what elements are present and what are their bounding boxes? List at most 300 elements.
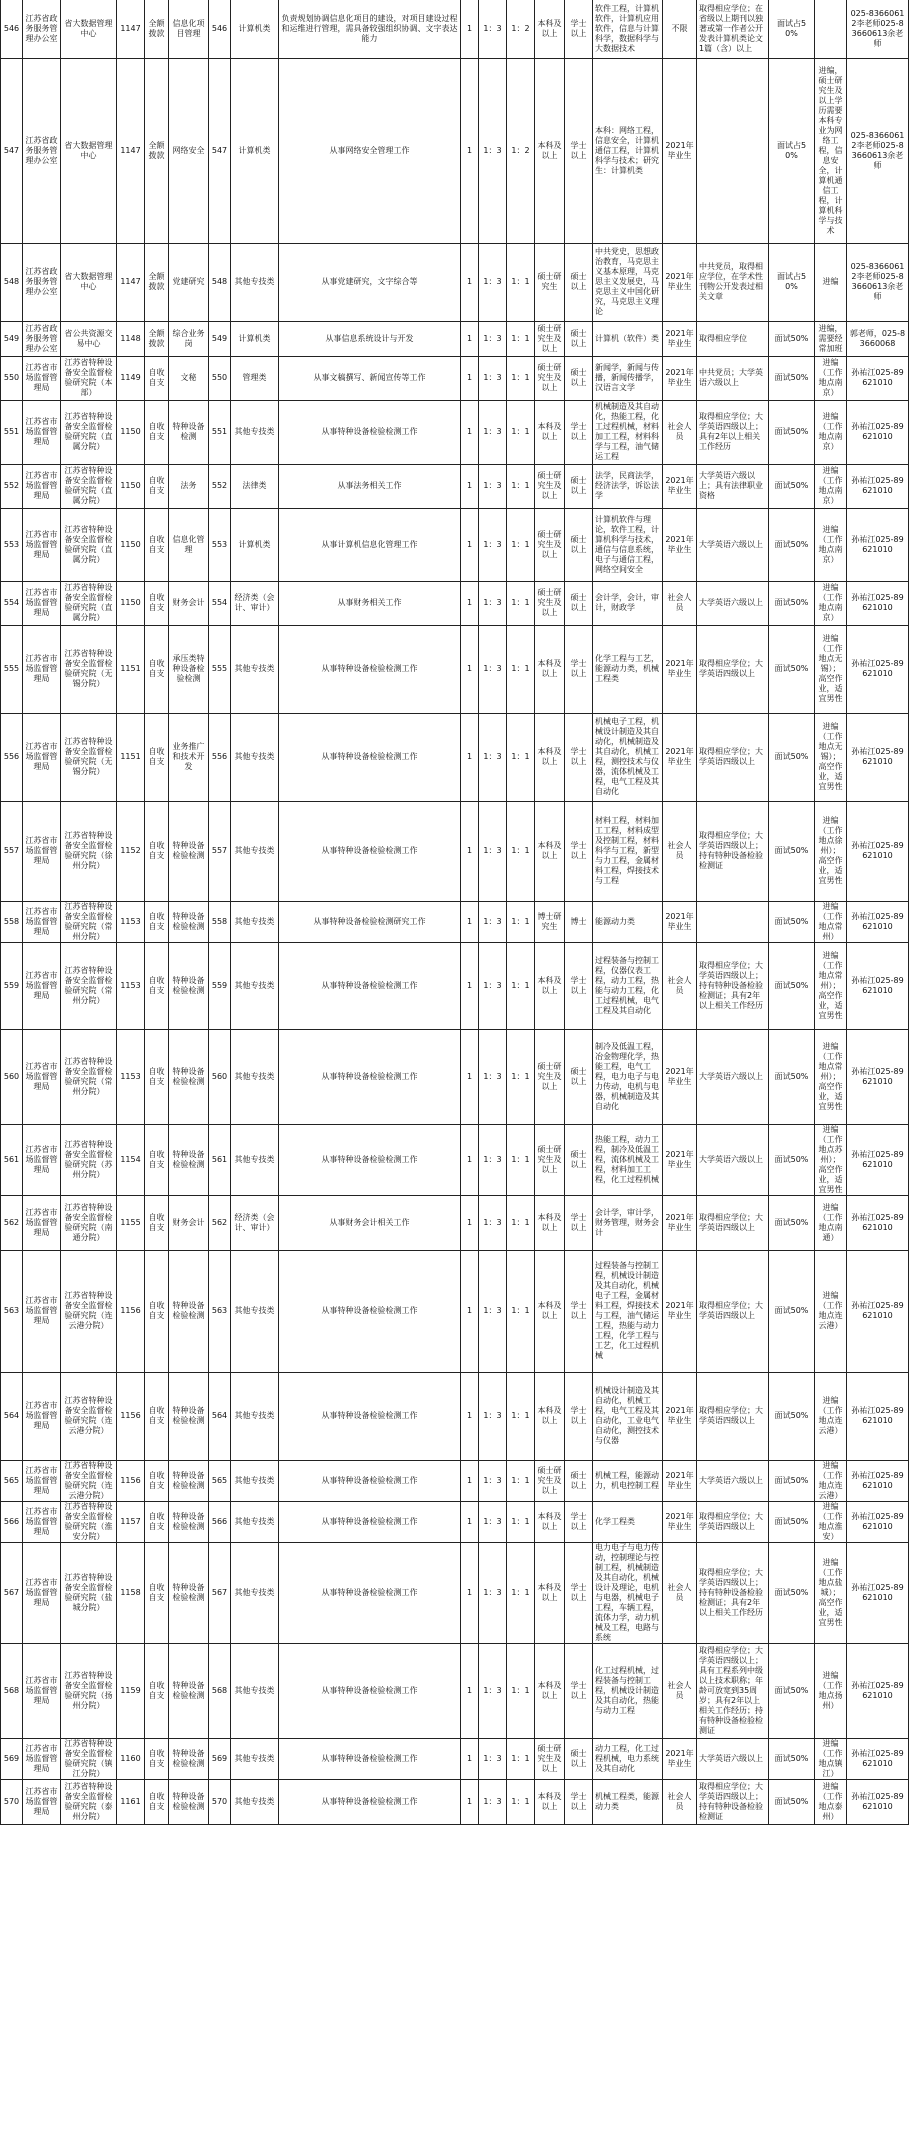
cell-ratio: 1：3: [479, 1542, 507, 1643]
cell-note: 进编，需要经常加班: [815, 321, 847, 356]
table-row: [1, 1372, 909, 1460]
cell-note: 进编（工作地点南京）: [815, 508, 847, 581]
cell-pos: 特种设备检验检测: [169, 942, 209, 1029]
cell-note: 进编（工作地点常州）；高空作业，适宜男性: [815, 942, 847, 1029]
cell-desc: 从事特种设备检验检测研究工作: [279, 901, 461, 942]
cell-no: 567: [1, 1542, 23, 1643]
cell-r2: 1：1: [507, 713, 535, 801]
cell-dept: 江苏省市场监督管理局: [23, 581, 61, 625]
cell-major: 软件工程，计算机软件，计算机应用软件，信息与计算科学，数据科学与大数据技术: [593, 0, 663, 58]
cell-pcode: 549: [209, 321, 231, 356]
cell-r2: 1：1: [507, 400, 535, 464]
cell-edu: 本科及以上: [535, 1250, 565, 1372]
cell-contact: 孙祐江025-89621010: [847, 801, 909, 901]
cell-major: 过程装备与控制工程，仪器仪表工程，动力工程，热能与动力工程，化工过程机械，电气工程及其自动化: [593, 942, 663, 1029]
cell-major: 机械设计制造及其自动化，机械工程，电气工程及其自动化，工业电气自动化，测控技术与仪器: [593, 1372, 663, 1460]
cell-major: 化工过程机械，过程装备与控制工程，机械设计制造及其自动化，热能与动力工程: [593, 1643, 663, 1738]
cell-major: 计算机（软件）类: [593, 321, 663, 356]
cell-exam: 面试占50%: [769, 58, 815, 243]
cell-unit: 省公共资源交易中心: [61, 321, 117, 356]
cell-dept: 江苏省市场监督管理局: [23, 1738, 61, 1779]
cell-ratio: 1：3: [479, 1124, 507, 1195]
cell-unit: 江苏省特种设备安全监督检验研究院（常州分院）: [61, 901, 117, 942]
cell-pcode: 568: [209, 1643, 231, 1738]
cell-contact: 孙祐江025-89621010: [847, 1542, 909, 1643]
cell-contact: 025-83660612李老师025-83660613余老师: [847, 243, 909, 321]
cell-desc: 从事特种设备检验检测工作: [279, 1501, 461, 1542]
cell-src: 不限: [663, 0, 697, 58]
cell-code: 1150: [117, 464, 145, 508]
cell-ratio: 1：3: [479, 1029, 507, 1124]
cell-pcode: 563: [209, 1250, 231, 1372]
cell-edu: 本科及以上: [535, 0, 565, 58]
cell-src: 2021年毕业生: [663, 321, 697, 356]
cell-src: 2021年毕业生: [663, 464, 697, 508]
cell-deg: 博士: [565, 901, 593, 942]
cell-desc: 从事文稿撰写、新闻宣传等工作: [279, 356, 461, 400]
cell-desc: 从事特种设备检验检测工作: [279, 625, 461, 713]
cell-r2: 1：1: [507, 243, 535, 321]
cell-edu: 硕士研究生及以上: [535, 1460, 565, 1501]
cell-major: 法学，民商法学，经济法学，诉讼法学: [593, 464, 663, 508]
cell-no: 557: [1, 801, 23, 901]
cell-contact: 孙祐江025-89621010: [847, 1029, 909, 1124]
cell-dept: 江苏省市场监督管理局: [23, 464, 61, 508]
cell-code: 1155: [117, 1195, 145, 1250]
cell-unit: 江苏省特种设备安全监督检验研究院（连云港分院）: [61, 1372, 117, 1460]
cell-note: 进编（工作地点淮安）: [815, 1501, 847, 1542]
cell-unit: 江苏省特种设备安全监督检验研究院（淮安分院）: [61, 1501, 117, 1542]
cell-ratio: 1：3: [479, 58, 507, 243]
cell-code: 1154: [117, 1124, 145, 1195]
cell-major: 机械工程类，能源动力类: [593, 1779, 663, 1824]
cell-cat: 经济类（会计、审计）: [231, 581, 279, 625]
cell-src: 2021年毕业生: [663, 1250, 697, 1372]
table-row: [1, 321, 909, 356]
cell-src: 社会人员: [663, 581, 697, 625]
cell-r2: 1：1: [507, 464, 535, 508]
cell-cat: 经济类（会计、审计）: [231, 1195, 279, 1250]
cell-ratio: 1：3: [479, 1779, 507, 1824]
cell-exam: 面试50%: [769, 356, 815, 400]
cell-exam: 面试占50%: [769, 243, 815, 321]
cell-src: 2021年毕业生: [663, 1372, 697, 1460]
cell-n: 1: [461, 901, 479, 942]
cell-deg: 学士以上: [565, 1643, 593, 1738]
cell-edu: 本科及以上: [535, 1643, 565, 1738]
cell-src: 2021年毕业生: [663, 356, 697, 400]
cell-dept: 江苏省市场监督管理局: [23, 1501, 61, 1542]
cell-other: 大学英语六级以上: [697, 1460, 769, 1501]
cell-desc: 从事财务相关工作: [279, 581, 461, 625]
cell-pos: 特种设备检验检测: [169, 1250, 209, 1372]
cell-contact: 孙祐江025-89621010: [847, 1250, 909, 1372]
cell-exam: 面试50%: [769, 801, 815, 901]
cell-cat: 计算机类: [231, 58, 279, 243]
cell-src: 2021年毕业生: [663, 1029, 697, 1124]
cell-n: 1: [461, 1029, 479, 1124]
cell-note: 进编（工作地点南京）: [815, 400, 847, 464]
cell-pos: 承压类特种设备检验检测: [169, 625, 209, 713]
cell-contact: 孙祐江025-89621010: [847, 713, 909, 801]
cell-note: 进编（工作地点南京）: [815, 356, 847, 400]
cell-exam: 面试50%: [769, 1738, 815, 1779]
cell-exam: 面试50%: [769, 1643, 815, 1738]
cell-no: 558: [1, 901, 23, 942]
cell-other: 取得相应学位: [697, 321, 769, 356]
cell-unit: 江苏省特种设备安全监督检验研究院（直属分院）: [61, 581, 117, 625]
cell-src: 社会人员: [663, 942, 697, 1029]
cell-fund: 自收自支: [145, 1643, 169, 1738]
cell-other: 取得相应学位；大学英语四级以上: [697, 625, 769, 713]
cell-deg: 硕士以上: [565, 508, 593, 581]
table-row: [1, 581, 909, 625]
cell-fund: 自收自支: [145, 1542, 169, 1643]
cell-major: 电力电子与电力传动，控制理论与控制工程，机械制造及其自动化，机械设计及理论，电机与电器，机械电子工程，车辆工程，流体力学，动力机械及工程，电路与系统: [593, 1542, 663, 1643]
cell-other: 取得相应学位；大学英语四级以上: [697, 713, 769, 801]
cell-desc: 从事特种设备检验检测工作: [279, 713, 461, 801]
cell-unit: 江苏省特种设备安全监督检验研究院（直属分院）: [61, 400, 117, 464]
cell-pcode: 556: [209, 713, 231, 801]
cell-dept: 江苏省市场监督管理局: [23, 942, 61, 1029]
cell-no: 550: [1, 356, 23, 400]
cell-desc: 从事信息系统设计与开发: [279, 321, 461, 356]
table-row: [1, 713, 909, 801]
cell-exam: 面试50%: [769, 1029, 815, 1124]
cell-ratio: 1：3: [479, 243, 507, 321]
cell-other: 取得相应学位；大学英语四级以上；持有特种设备检验检测证: [697, 1779, 769, 1824]
cell-edu: 硕士研究生及以上: [535, 321, 565, 356]
cell-ratio: 1：3: [479, 1460, 507, 1501]
table-row: [1, 243, 909, 321]
cell-r2: 1：1: [507, 1779, 535, 1824]
cell-exam: 面试50%: [769, 464, 815, 508]
cell-r2: 1：1: [507, 1738, 535, 1779]
cell-contact: 孙祐江025-89621010: [847, 1372, 909, 1460]
cell-fund: 自收自支: [145, 1029, 169, 1124]
cell-ratio: 1：3: [479, 942, 507, 1029]
cell-pos: 网络安全: [169, 58, 209, 243]
cell-pcode: 566: [209, 1501, 231, 1542]
cell-pos: 综合业务岗: [169, 321, 209, 356]
cell-edu: 本科及以上: [535, 1195, 565, 1250]
cell-r2: 1：1: [507, 1460, 535, 1501]
cell-code: 1161: [117, 1779, 145, 1824]
cell-src: 2021年毕业生: [663, 1124, 697, 1195]
cell-pcode: 554: [209, 581, 231, 625]
cell-deg: 学士以上: [565, 1501, 593, 1542]
cell-deg: 学士以上: [565, 1195, 593, 1250]
cell-n: 1: [461, 1738, 479, 1779]
cell-desc: 从事特种设备检验检测工作: [279, 942, 461, 1029]
cell-edu: 硕士研究生及以上: [535, 464, 565, 508]
cell-desc: 从事特种设备检验检测工作: [279, 801, 461, 901]
cell-dept: 江苏省政务服务管理办公室: [23, 243, 61, 321]
cell-note: 进编，硕士研究生及以上学历需要本科专业为网络工程，信息安全，计算机通信工程，计算机科学与技术: [815, 58, 847, 243]
cell-src: 2021年毕业生: [663, 58, 697, 243]
cell-no: 553: [1, 508, 23, 581]
cell-note: 进编（工作地点南通）: [815, 1195, 847, 1250]
cell-major: 动力工程，化工过程机械，电力系统及其自动化: [593, 1738, 663, 1779]
cell-exam: 面试50%: [769, 942, 815, 1029]
cell-desc: 从事特种设备检验检测工作: [279, 400, 461, 464]
cell-n: 1: [461, 625, 479, 713]
cell-code: 1147: [117, 243, 145, 321]
cell-r2: 1：1: [507, 321, 535, 356]
cell-exam: 面试50%: [769, 625, 815, 713]
cell-dept: 江苏省政务服务管理办公室: [23, 58, 61, 243]
cell-ratio: 1：3: [479, 356, 507, 400]
cell-unit: 江苏省特种设备安全监督检验研究院（苏州分院）: [61, 1124, 117, 1195]
cell-major: 能源动力类: [593, 901, 663, 942]
cell-n: 1: [461, 1195, 479, 1250]
cell-ratio: 1：3: [479, 1250, 507, 1372]
cell-major: 机械工程，能源动力，机电控制工程: [593, 1460, 663, 1501]
cell-other: [697, 901, 769, 942]
cell-other: 取得相应学位；大学英语四级以上；持有特种设备检验检测证；具有2年以上相关工作经历: [697, 1542, 769, 1643]
cell-n: 1: [461, 713, 479, 801]
cell-note: 进编（工作地点常州）: [815, 901, 847, 942]
cell-no: 569: [1, 1738, 23, 1779]
cell-deg: 学士以上: [565, 625, 593, 713]
cell-n: 1: [461, 1460, 479, 1501]
cell-cat: 其他专技类: [231, 1738, 279, 1779]
cell-exam: 面试占50%: [769, 0, 815, 58]
cell-src: 2021年毕业生: [663, 713, 697, 801]
cell-deg: 学士以上: [565, 58, 593, 243]
cell-r2: 1：1: [507, 1029, 535, 1124]
cell-unit: 江苏省特种设备安全监督检验研究院（直属分院）: [61, 464, 117, 508]
cell-contact: 郭老师，025-83660068: [847, 321, 909, 356]
cell-note: 进编（工作地点泰州）: [815, 1779, 847, 1824]
cell-cat: 其他专技类: [231, 1643, 279, 1738]
cell-n: 1: [461, 1250, 479, 1372]
cell-no: 564: [1, 1372, 23, 1460]
cell-cat: 其他专技类: [231, 942, 279, 1029]
cell-major: 机械电子工程，机械设计制造及其自动化，机械制造及其自动化，机械工程，测控技术与仪器，流体机械及工程，电气工程及其自动化: [593, 713, 663, 801]
cell-fund: 自收自支: [145, 356, 169, 400]
cell-desc: 从事特种设备检验检测工作: [279, 1372, 461, 1460]
cell-pcode: 552: [209, 464, 231, 508]
cell-code: 1157: [117, 1501, 145, 1542]
cell-desc: 从事特种设备检验检测工作: [279, 1460, 461, 1501]
cell-dept: 江苏省市场监督管理局: [23, 508, 61, 581]
cell-edu: 本科及以上: [535, 625, 565, 713]
cell-exam: 面试50%: [769, 508, 815, 581]
cell-fund: 全额拨款: [145, 321, 169, 356]
table-row: [1, 625, 909, 713]
cell-no: 552: [1, 464, 23, 508]
cell-edu: 硕士研究生及以上: [535, 508, 565, 581]
table-row: [1, 356, 909, 400]
cell-desc: 从事特种设备检验检测工作: [279, 1738, 461, 1779]
cell-contact: 孙祐江025-89621010: [847, 1124, 909, 1195]
cell-code: 1151: [117, 625, 145, 713]
cell-exam: 面试50%: [769, 1195, 815, 1250]
cell-n: 1: [461, 942, 479, 1029]
cell-pos: 信息化管理: [169, 508, 209, 581]
cell-n: 1: [461, 581, 479, 625]
cell-deg: 学士以上: [565, 0, 593, 58]
cell-deg: 学士以上: [565, 1372, 593, 1460]
cell-src: 社会人员: [663, 801, 697, 901]
cell-no: 551: [1, 400, 23, 464]
cell-code: 1153: [117, 942, 145, 1029]
cell-no: 554: [1, 581, 23, 625]
cell-fund: 全额拨款: [145, 243, 169, 321]
cell-n: 1: [461, 1643, 479, 1738]
cell-contact: 孙祐江025-89621010: [847, 625, 909, 713]
cell-src: 2021年毕业生: [663, 243, 697, 321]
cell-no: 559: [1, 942, 23, 1029]
cell-contact: 孙祐江025-89621010: [847, 400, 909, 464]
cell-n: 1: [461, 1501, 479, 1542]
cell-other: 取得相应学位；大学英语四级以上: [697, 1372, 769, 1460]
cell-major: 机械制造及其自动化，热能工程，化工过程机械，材料加工工程，材料科学与工程，油气储运工程: [593, 400, 663, 464]
cell-pcode: 557: [209, 801, 231, 901]
cell-other: 中共党员，取得相应学位，在学术性刊物公开发表过相关文章: [697, 243, 769, 321]
cell-deg: 硕士以上: [565, 321, 593, 356]
cell-code: 1151: [117, 713, 145, 801]
cell-r2: 1：2: [507, 58, 535, 243]
cell-note: 进编（工作地点盐城）；高空作业，适宜男性: [815, 1542, 847, 1643]
table-row: [1, 901, 909, 942]
cell-dept: 江苏省市场监督管理局: [23, 1372, 61, 1460]
cell-deg: 学士以上: [565, 1542, 593, 1643]
cell-contact: 孙祐江025-89621010: [847, 942, 909, 1029]
cell-major: 化学工程类: [593, 1501, 663, 1542]
cell-other: 取得相应学位；大学英语四级以上；持有特种设备检验检测证: [697, 801, 769, 901]
cell-pos: 特种设备检验检测: [169, 1643, 209, 1738]
cell-other: 中共党员；大学英语六级以上: [697, 356, 769, 400]
cell-pos: 特种设备检验检测: [169, 1124, 209, 1195]
cell-code: 1153: [117, 901, 145, 942]
cell-fund: 自收自支: [145, 713, 169, 801]
cell-dept: 江苏省市场监督管理局: [23, 1643, 61, 1738]
cell-r2: 1：1: [507, 1124, 535, 1195]
cell-code: 1150: [117, 508, 145, 581]
cell-contact: 孙祐江025-89621010: [847, 1501, 909, 1542]
cell-edu: 本科及以上: [535, 713, 565, 801]
cell-pos: 文秘: [169, 356, 209, 400]
cell-cat: 其他专技类: [231, 1029, 279, 1124]
cell-unit: 江苏省特种设备安全监督检验研究院（本部）: [61, 356, 117, 400]
table-row: [1, 400, 909, 464]
cell-contact: 孙祐江025-89621010: [847, 464, 909, 508]
cell-n: 1: [461, 1542, 479, 1643]
cell-deg: 学士以上: [565, 801, 593, 901]
cell-r2: 1：1: [507, 942, 535, 1029]
cell-other: 大学英语六级以上: [697, 1029, 769, 1124]
cell-dept: 江苏省市场监督管理局: [23, 1250, 61, 1372]
cell-edu: 本科及以上: [535, 1372, 565, 1460]
cell-contact: 孙祐江025-89621010: [847, 1643, 909, 1738]
cell-deg: 硕士以上: [565, 581, 593, 625]
cell-unit: 省大数据管理中心: [61, 58, 117, 243]
cell-deg: 学士以上: [565, 400, 593, 464]
cell-dept: 江苏省市场监督管理局: [23, 1195, 61, 1250]
cell-edu: 本科及以上: [535, 1779, 565, 1824]
cell-exam: 面试50%: [769, 400, 815, 464]
cell-dept: 江苏省市场监督管理局: [23, 1029, 61, 1124]
cell-fund: 自收自支: [145, 1460, 169, 1501]
cell-edu: 本科及以上: [535, 801, 565, 901]
cell-cat: 其他专技类: [231, 243, 279, 321]
cell-unit: 江苏省特种设备安全监督检验研究院（徐州分院）: [61, 801, 117, 901]
cell-no: 556: [1, 713, 23, 801]
cell-pos: 业务推广和技术开发: [169, 713, 209, 801]
table-row: [1, 1501, 909, 1542]
cell-src: 2021年毕业生: [663, 1501, 697, 1542]
cell-note: 进编（工作地点连云港）: [815, 1250, 847, 1372]
cell-pcode: 569: [209, 1738, 231, 1779]
cell-src: 2021年毕业生: [663, 1460, 697, 1501]
cell-contact: 孙祐江025-89621010: [847, 1738, 909, 1779]
cell-desc: 负责规划协调信息化项目的建设，对项目建设过程和运维进行管理，需具备较强组织协调、文字表达能力: [279, 0, 461, 58]
cell-edu: 硕士研究生及以上: [535, 581, 565, 625]
cell-desc: 从事特种设备检验检测工作: [279, 1779, 461, 1824]
cell-major: 热能工程，动力工程，制冷及低温工程，流体机械及工程，材料加工工程，化工过程机械: [593, 1124, 663, 1195]
cell-code: 1150: [117, 400, 145, 464]
cell-contact: 孙祐江025-89621010: [847, 356, 909, 400]
cell-note: 进编（工作地点连云港）: [815, 1372, 847, 1460]
cell-major: 会计学，会计，审计，财政学: [593, 581, 663, 625]
cell-exam: 面试50%: [769, 901, 815, 942]
cell-src: 2021年毕业生: [663, 1195, 697, 1250]
cell-no: 560: [1, 1029, 23, 1124]
cell-edu: 硕士研究生及以上: [535, 1124, 565, 1195]
cell-edu: 博士研究生: [535, 901, 565, 942]
cell-r2: 1：1: [507, 1542, 535, 1643]
cell-dept: 江苏省市场监督管理局: [23, 1542, 61, 1643]
cell-edu: 硕士研究生及以上: [535, 1029, 565, 1124]
cell-major: 新闻学，新闻与传播，新闻传播学，汉语言文学: [593, 356, 663, 400]
cell-dept: 江苏省市场监督管理局: [23, 713, 61, 801]
cell-note: 进编（工作地点南京）: [815, 464, 847, 508]
cell-unit: 江苏省特种设备安全监督检验研究院（无锡分院）: [61, 625, 117, 713]
cell-cat: 其他专技类: [231, 400, 279, 464]
cell-code: 1158: [117, 1542, 145, 1643]
cell-exam: 面试50%: [769, 321, 815, 356]
cell-ratio: 1：3: [479, 713, 507, 801]
cell-pos: 特种设备检验检测: [169, 1501, 209, 1542]
cell-major: 化学工程与工艺，能源动力类，机械工程类: [593, 625, 663, 713]
cell-code: 1148: [117, 321, 145, 356]
cell-desc: 从事网络安全管理工作: [279, 58, 461, 243]
cell-pcode: 547: [209, 58, 231, 243]
cell-n: 1: [461, 321, 479, 356]
cell-cat: 其他专技类: [231, 1372, 279, 1460]
cell-pcode: 567: [209, 1542, 231, 1643]
cell-n: 1: [461, 1372, 479, 1460]
cell-deg: 硕士以上: [565, 1738, 593, 1779]
cell-other: 大学英语六级以上: [697, 581, 769, 625]
cell-other: 取得相应学位；大学英语四级以上；具有工程系列中级以上技术职称；年龄可放宽到35周岁；具有2年以上相关工作经历；持有特种设备检验检测证: [697, 1643, 769, 1738]
cell-major: 中共党史，思想政治教育，马克思主义基本原理，马克思主义发展史，马克思主义中国化研究，马克思主义理论: [593, 243, 663, 321]
cell-unit: 江苏省特种设备安全监督检验研究院（常州分院）: [61, 942, 117, 1029]
cell-cat: 其他专技类: [231, 1460, 279, 1501]
cell-edu: 硕士研究生及以上: [535, 356, 565, 400]
cell-exam: 面试50%: [769, 1372, 815, 1460]
cell-other: 大学英语六级以上；具有法律职业资格: [697, 464, 769, 508]
cell-major: 制冷及低温工程，冶金物理化学，热能工程，电气工程，电力电子与电力传动，电机与电器，机械制造及其自动化: [593, 1029, 663, 1124]
cell-cat: 法律类: [231, 464, 279, 508]
cell-cat: 管理类: [231, 356, 279, 400]
cell-desc: 从事法务相关工作: [279, 464, 461, 508]
table-row: [1, 1542, 909, 1643]
cell-dept: 江苏省市场监督管理局: [23, 625, 61, 713]
cell-pcode: 555: [209, 625, 231, 713]
